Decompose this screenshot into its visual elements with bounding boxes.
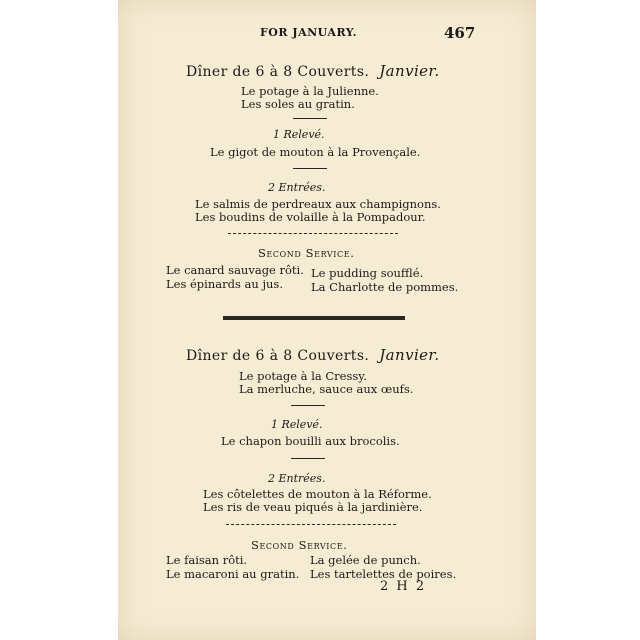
menu-month: Janvier. — [379, 346, 440, 364]
course-divider — [293, 118, 327, 119]
service-divider — [228, 233, 398, 234]
dish-line: Les épinards au jus. — [166, 277, 283, 291]
menu-title — [186, 62, 440, 80]
dish-line: Le canard sauvage rôti. — [166, 263, 304, 277]
releve-label: 1 Relevé. — [273, 128, 325, 141]
second-service-left — [166, 553, 299, 581]
entree-line: Les côtelettes de mouton à la Réforme. — [203, 487, 432, 501]
entree-line: Les ris de veau piqués à la jardinière. — [203, 500, 423, 514]
dish-line: Le faisan rôti. — [166, 553, 248, 567]
menu-title — [186, 346, 440, 364]
first-course-line: Les soles au gratin. — [241, 97, 355, 111]
page-number: 467 — [444, 24, 476, 42]
menu-month: Janvier. — [379, 62, 440, 80]
entrees-label: 2 Entrées. — [268, 472, 326, 485]
second-service-left — [166, 263, 304, 291]
second-service-label: Second Service. — [258, 246, 355, 260]
releve-line: Le gigot de mouton à la Provençale. — [210, 145, 421, 159]
entree-line: Le salmis de perdreaux aux champignons. — [195, 197, 441, 211]
dish-line: Le pudding soufflé. — [311, 266, 424, 280]
course-divider — [293, 168, 327, 169]
releve-line: Le chapon bouilli aux brocolis. — [221, 434, 400, 448]
entrees-label: 2 Entrées. — [268, 181, 326, 194]
first-course-line: Le potage à la Cressy. — [239, 369, 367, 383]
menu-title-text: Dîner de 6 à 8 Couverts. — [186, 64, 370, 80]
releve-label: 1 Relevé. — [271, 418, 323, 431]
book-page — [118, 0, 536, 640]
course-divider — [291, 405, 325, 406]
running-head: FOR JANUARY. — [260, 26, 358, 39]
course-divider — [291, 458, 325, 459]
menu-title-text: Dîner de 6 à 8 Couverts. — [186, 348, 370, 364]
second-service-right — [311, 266, 458, 294]
dish-line: Le macaroni au gratin. — [166, 567, 300, 581]
dish-line: Les tartelettes de poires. — [310, 567, 457, 581]
service-divider — [226, 524, 396, 525]
second-service-label: Second Service. — [251, 538, 348, 552]
dish-line: La gelée de punch. — [310, 553, 421, 567]
dish-line: La Charlotte de pommes. — [311, 280, 459, 294]
signature-mark: 2 H 2 — [380, 579, 427, 594]
entree-line: Les boudins de volaille à la Pompadour. — [195, 210, 426, 224]
first-course-line: La merluche, sauce aux œufs. — [239, 382, 414, 396]
menu-separator — [223, 316, 405, 320]
second-service-right — [310, 553, 456, 581]
first-course-line: Le potage à la Julienne. — [241, 84, 379, 98]
